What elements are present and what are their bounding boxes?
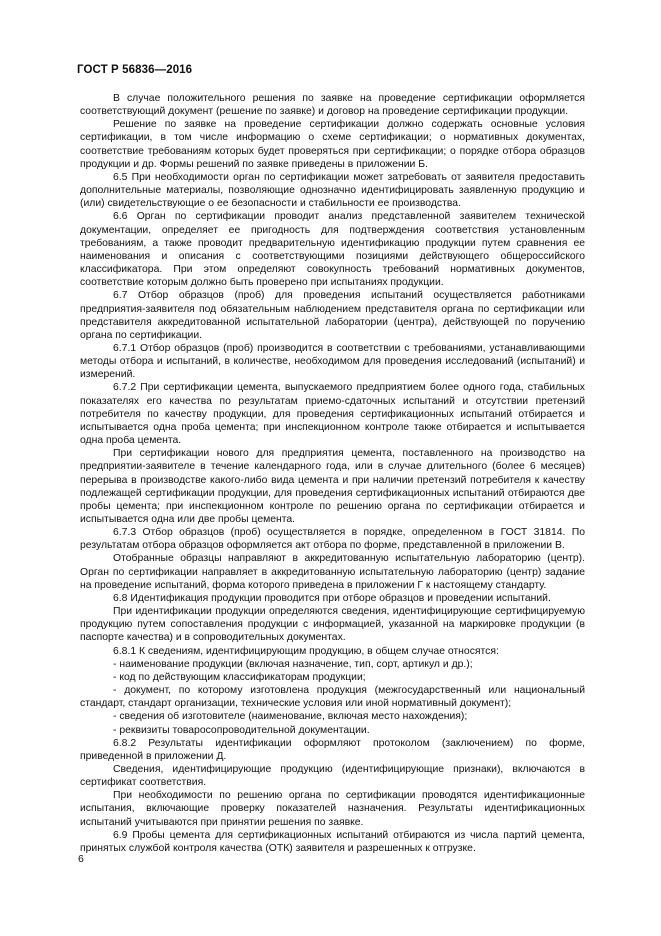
list-item: - код по действующим классификаторам продукции; bbox=[113, 671, 366, 683]
paragraph: Отобранные образцы направляют в аккредитованную испытательную лабораторию (центр). Орган по сертификации направляет в аккредитованную испытательную лабораторию (центр) задание на проведение испытаний, форма которого приведена в приложении Г к настоящему стандарту. bbox=[80, 553, 585, 591]
paragraph: При необходимости по решению органа по сертификации проводятся идентификационные испытания, включающие проверку показателей назначения. Результаты идентификационных испытаний учитываются при принятии решения по заявке. bbox=[80, 790, 585, 828]
paragraph: 6.8 Идентификация продукции проводится при отборе образцов и проведении испытаний. bbox=[113, 592, 551, 604]
paragraph: Сведения, идентифицирующие продукцию (идентифицирующие признаки), включаются в сертификат соответствия. bbox=[80, 763, 585, 789]
paragraph: 6.8.1 К сведениям, идентифицирующим продукцию, в общем случае относятся: bbox=[113, 645, 499, 657]
list-item: - сведения об изготовителе (наименование, включая место нахождения); bbox=[113, 711, 468, 723]
paragraph: В случае положительного решения по заявке на проведение сертификации оформляется соответствующий документ (решение по заявке) и договор на проведение сертификации продукции. bbox=[80, 93, 585, 118]
list-item: - реквизиты товаросопроводительной документации. bbox=[113, 724, 370, 736]
paragraph: При сертификации нового для предприятия цемента, поставленного на производство на предприятии-заявителе в течение календарного года, или в случае длительного (более 6 месяцев) перерыва в производстве какого-либо вида цемента и при наличии претензий потребителя к качеству подлежащей сертификации продукции, для проведения сертификационных испытаний отбираются две пробы цемента; при инспекционном контроле по решению органа по сертификации отбирается и испытывается одна или две пробы цемента. bbox=[80, 448, 585, 525]
list-item: - наименование продукции (включая назначение, тип, сорт, артикул и др.); bbox=[113, 658, 473, 670]
paragraph: 6.5 При необходимости орган по сертификации может затребовать от заявителя предоставить дополнительные материалы, позволяющие однозначно идентифицировать заявленную продукцию и (или) свидетельствующие о ее безопасности и стабильности ее производства. bbox=[80, 171, 585, 210]
page-number: 6 bbox=[78, 853, 84, 865]
paragraph: 6.8.2 Результаты идентификации оформляют протоколом (заключением) по форме, приведенной в приложении Д. bbox=[80, 737, 585, 762]
paragraph: 6.7.1 Отбор образцов (проб) производится в соответствии с требованиями, устанавливающими методы отбора и испытаний, в количестве, необходимом для проведения исследований (испытаний) и измерений. bbox=[80, 342, 585, 381]
document-header: ГОСТ Р 56836—2016 bbox=[77, 64, 193, 76]
paragraph: 6.9 Пробы цемента для сертификационных испытаний отбираются из числа партий цемента, принятых службой контроля качества (ОТК) заявителя и разрешенных к отгрузке. bbox=[80, 829, 585, 854]
list-item: - документ, по которому изготовлена продукция (межгосударственный или национальный стандарт, стандарт организации, технические условия или иной нормативный документ); bbox=[80, 685, 585, 710]
document-body bbox=[80, 92, 585, 855]
paragraph: Решение по заявке на проведение сертификации должно содержать основные условия сертификации, в том числе информацию о схеме сертификации; о нормативных документах, соответствие требованиям которых будет проверяться при сертификации; о порядке отбора образцов продукции и др. Формы решений по заявке приведены в приложении Б. bbox=[80, 119, 585, 170]
paragraph: 6.7.3 Отбор образцов (проб) осуществляется в порядке, определенном в ГОСТ 31814. По результатам отбора образцов оформляется акт отбора по форме, представленной в приложении В. bbox=[80, 527, 585, 552]
paragraph: 6.7 Отбор образцов (проб) для проведения испытаний осуществляется работниками предприятия-заявителя под обязательным наблюдением представителя органа по сертификации или представителя аккредитованной испытательной лаборатории (центра), действующей по поручению органа по сертификации. bbox=[80, 290, 585, 341]
paragraph: 6.6 Орган по сертификации проводит анализ представленной заявителем технической документации, определяет ее пригодность для подтверждения соответствия установленным требованиям, а также проводит предварительную идентификацию продукции путем сравнения ее наименования и описания с соответствующими позициями действующего общероссийского классификатора. При этом определяют совокупность требований нормативных документов, соответствие которым должно быть проверено при испытаниях продукции. bbox=[80, 211, 585, 289]
paragraph: При идентификации продукции определяются сведения, идентифицирующие сертифицируемую продукцию путем сопоставления продукции с информацией, указанной на маркировке продукции (в паспорте качества) и в сопроводительных документах. bbox=[80, 606, 585, 644]
paragraph: 6.7.2 При сертификации цемента, выпускаемого предприятием более одного года, стабильных показателях его качества по результатам приемо-сдаточных испытаний и отсутствии претензий потребителя по качеству продукции, для проведения сертификационных испытаний отбирается и испытывается одна проба цемента; при инспекционном контроле также отбирается и испытывается одна проба цемента. bbox=[80, 382, 585, 447]
